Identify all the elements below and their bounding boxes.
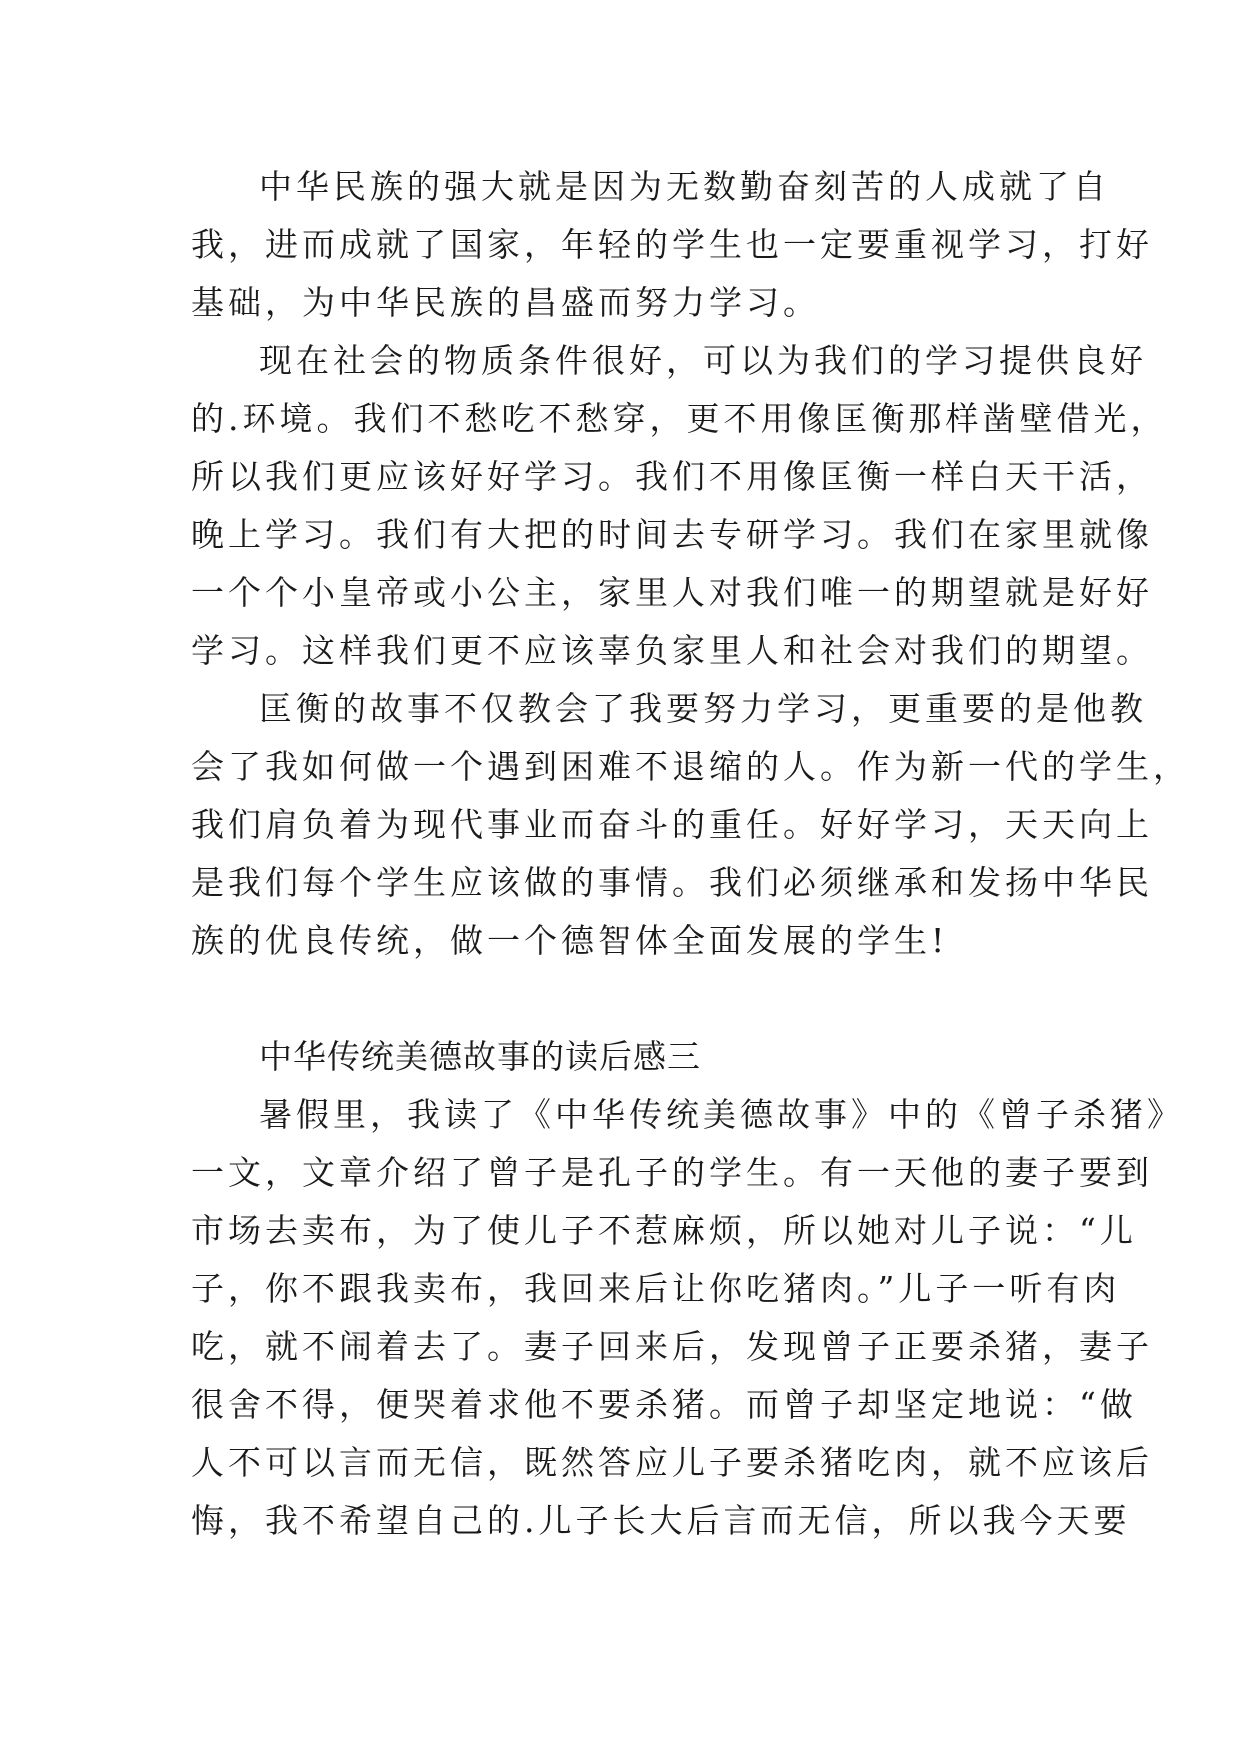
paragraph-line: 的.环境。我们不愁吃不愁穿，更不用像匡衡那样凿壁借光， — [191, 399, 1168, 438]
paragraph-line: 中华民族的强大就是因为无数勤奋刻苦的人成就了自 — [259, 167, 1110, 206]
section-paragraph — [191, 1086, 1184, 1550]
section-title-text: 中华传统美德故事的读后感三 — [259, 1037, 701, 1076]
paragraph-line: 吃，就不闹着去了。妻子回来后，发现曾子正要杀猪，妻子 — [191, 1327, 1153, 1366]
paragraph-2 — [191, 332, 1168, 680]
paragraph-line: 匡衡的故事不仅教会了我要努力学习，更重要的是他教 — [259, 689, 1147, 728]
paragraph-line: 一个个小皇帝或小公主，家里人对我们唯一的期望就是好好 — [191, 573, 1153, 612]
paragraph-line: 所以我们更应该好好学习。我们不用像匡衡一样白天干活， — [191, 457, 1153, 496]
paragraph-3 — [191, 680, 1190, 970]
paragraph-line: 很舍不得，便哭着求他不要杀猪。而曾子却坚定地说：“做 — [191, 1385, 1137, 1424]
blank-line — [191, 970, 1066, 1028]
paragraph-line: 我们肩负着为现代事业而奋斗的重任。好好学习，天天向上 — [191, 805, 1153, 844]
paragraph-1 — [191, 158, 1153, 332]
section-title — [191, 1028, 1066, 1086]
paragraph-line: 会了我如何做一个遇到困难不退缩的人。作为新一代的学生， — [191, 747, 1190, 786]
paragraph-line: 市场去卖布，为了使儿子不惹麻烦，所以她对儿子说：“儿 — [191, 1211, 1137, 1250]
paragraph-line: 现在社会的物质条件很好，可以为我们的学习提供良好 — [259, 341, 1147, 380]
paragraph-line: 是我们每个学生应该做的事情。我们必须继承和发扬中华民 — [191, 863, 1153, 902]
paragraph-line: 族的优良传统，做一个德智体全面发展的学生! — [191, 921, 949, 960]
paragraph-line: 悔，我不希望自己的.儿子长大后言而无信，所以我今天要 — [191, 1501, 1131, 1540]
document-body — [191, 158, 1190, 1550]
paragraph-line: 晚上学习。我们有大把的时间去专研学习。我们在家里就像 — [191, 515, 1153, 554]
paragraph-line: 学习。这样我们更不应该辜负家里人和社会对我们的期望。 — [191, 631, 1153, 670]
paragraph-line: 基础，为中华民族的昌盛而努力学习。 — [191, 283, 820, 322]
paragraph-line: 一文，文章介绍了曾子是孔子的学生。有一天他的妻子要到 — [191, 1153, 1153, 1192]
paragraph-line: 我，进而成就了国家，年轻的学生也一定要重视学习，打好 — [191, 225, 1153, 264]
paragraph-line: 子，你不跟我卖布，我回来后让你吃猪肉。”儿子一听有肉 — [191, 1269, 1121, 1308]
paragraph-line: 人不可以言而无信，既然答应儿子要杀猪吃肉，就不应该后 — [191, 1443, 1153, 1482]
paragraph-line: 暑假里，我读了《中华传统美德故事》中的《曾子杀猪》 — [259, 1095, 1184, 1134]
